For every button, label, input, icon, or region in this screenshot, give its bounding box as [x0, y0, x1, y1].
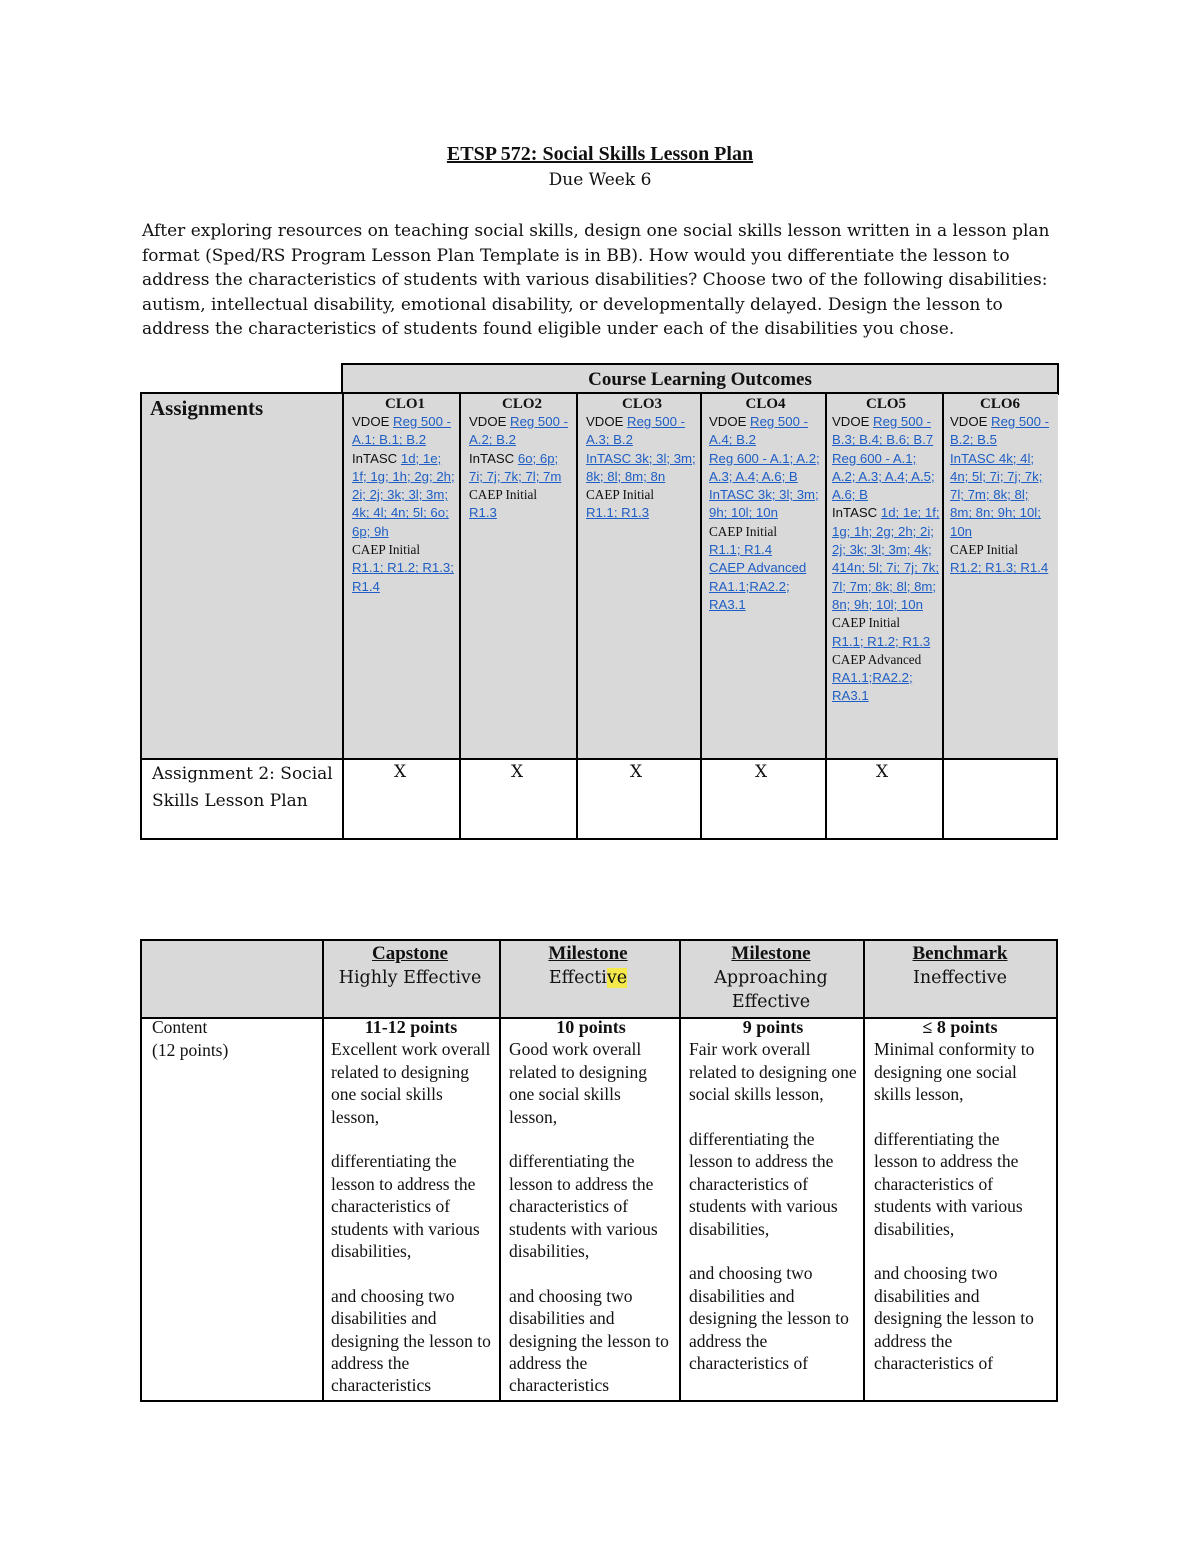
rubric-cell-capstone: 11-12 points Excellent work overall related to designing one social skills lesson, differentiating the lesson to address the characteristics of students with various disabilities, and choosing two disabilities and designing the lesson to address the characteristics — [331, 1017, 491, 1396]
assignments-label: Assignments — [150, 396, 264, 420]
clo5-caep-link[interactable]: R1.1; R1.2; R1.3 — [832, 633, 931, 649]
rubric-cell-effective: 10 points Good work overall related to designing one social skills lesson, differentiating the lesson to address the characteristics of students with various disabilities, and choosing two disabilities and designing the lesson to address the characteristics — [509, 1017, 669, 1396]
clo2-intasc-link[interactable]: 6o; 6p; 7i; 7j; 7k; 7l; 7m — [469, 450, 562, 484]
clo3-cell: CLO3 VDOE Reg 500 - A.3; B.2 InTASC 3k; 3l; 3m; 8k; 8l; 8m; 8n CAEP Initial R1.1; R1.3 — [586, 395, 698, 523]
clo4-mark: X — [754, 762, 768, 782]
rubric-cell-ineffective: ≤ 8 points Minimal conformity to designing one social skills lesson, differentiating the lesson to address the characteristics of students with various disabilities, and choosing two disabilities and designing the lesson to address the characteristics of — [874, 1017, 1035, 1374]
clo6-intasc-link[interactable]: InTASC 4k; 4l; 4n; 5l; 7i; 7j; 7k; 7l; 7m; 8k; 8l; 8m; 8n; 9h; 10l; 10n — [950, 450, 1043, 539]
clo4-ra-link[interactable]: RA1.1;RA2.2; RA3.1 — [709, 578, 790, 612]
rubric-header-milestone-effective: Milestone Effective — [548, 943, 628, 988]
course-learning-outcomes-header: Course Learning Outcomes — [341, 363, 1059, 395]
clo4-cell: CLO4 VDOE Reg 500 - A.4; B.2 Reg 600 - A.1; A.2; A.3; A.4; A.6; B InTASC 3k; 3l; 3m; 9h; 10l; 10n CAEP Initial R1.1; R1.4 CAEP Advanced RA1.1;RA2.2; RA3.1 — [709, 395, 822, 614]
clo2-mark: X — [510, 762, 524, 782]
clo1-cell: CLO1 VDOE Reg 500 - A.1; B.1; B.2 InTASC 1d; 1e; 1f; 1g; 1h; 2g; 2h; 2i; 2j; 3k; 3l; 3m; 4k; 4l; 4n; 5l; 6o; 6p; 9h CAEP Initial R1.1; R1.2; R1.3; R1.4 — [352, 395, 458, 596]
clo6-vdoe-link[interactable]: Reg 500 -B.2; B.5 — [950, 414, 1049, 448]
clo3-title: CLO3 — [621, 396, 662, 412]
clo2-caep-link[interactable]: R1.3 — [469, 505, 497, 521]
clo3-caep-link[interactable]: R1.1; R1.3 — [586, 505, 650, 521]
clo5-mark: X — [875, 762, 889, 782]
rubric-cell-approaching: 9 points Fair work overall related to designing one social skills lesson, differentiating the lesson to address the characteristics of students with various disabilities, and choosing two disabilities and designing the lesson to address the characteristics of — [689, 1017, 857, 1374]
clo4-intasc-link[interactable]: InTASC 3k; 3l; 3m; 9h; 10l; 10n — [709, 487, 819, 521]
clo2-cell: CLO2 VDOE Reg 500 - A.2; B.2 InTASC 6o; 6p; 7i; 7j; 7k; 7l; 7m CAEP Initial R1.3 — [469, 395, 575, 523]
clo4-title: CLO4 — [745, 396, 786, 412]
clo4-vdoe-link[interactable]: Reg 500 - A.4; B.2 — [709, 414, 808, 448]
clo5-ra-link[interactable]: RA1.1;RA2.2; RA3.1 — [832, 670, 913, 704]
clo1-title: CLO1 — [384, 396, 425, 412]
clo2-vdoe-link[interactable]: Reg 500 - A.2; B.2 — [469, 414, 568, 448]
clo3-vdoe-link[interactable]: Reg 500 - A.3; B.2 — [586, 414, 685, 448]
rubric-row-label: Content (12 points) — [152, 1017, 229, 1060]
assignments-header-cell — [142, 394, 342, 758]
clo1-vdoe-link[interactable]: Reg 500 - A.1; B.1; B.2 — [352, 414, 451, 448]
clo6-cell: CLO6 VDOE Reg 500 -B.2; B.5 InTASC 4k; 4l; 4n; 5l; 7i; 7j; 7k; 7l; 7m; 8k; 8l; 8m; 8n; 9h; 10l; 10n CAEP Initial R1.2; R1.3; R1.4 — [950, 396, 1049, 576]
clo6-title: CLO6 — [979, 396, 1020, 412]
clo1-intasc-link[interactable]: 1d; 1e; 1f; 1g; 1h; 2g; 2h; 2i; 2j; 3k; 3l; 3m; 4k; 4l; 4n; 5l; 6o; 6p; 9h — [352, 450, 455, 539]
clo5-reg600-link[interactable]: Reg 600 - A.1; A.2; A.3; A.4; A.5; A.6; B — [832, 450, 935, 503]
clo5-vdoe-link[interactable]: Reg 500 - B.3; B.4; B.6; B.7 — [832, 414, 934, 448]
clo5-title: CLO5 — [865, 396, 906, 412]
clo4-caep-advanced-link[interactable]: CAEP Advanced — [709, 560, 807, 576]
page-title: ETSP 572: Social Skills Lesson Plan — [446, 143, 754, 165]
clo5-cell: CLO5 VDOE Reg 500 - B.3; B.4; B.6; B.7 Reg 600 - A.1; A.2; A.3; A.4; A.5; A.6; B InTASC 1d; 1e; 1f; 1g; 1h; 2g; 2h; 2i; 2j; 3k; 3l; 3m; 4k; 414n; 5l; 7i; 7j; 7k; 7l; 7m; 8k; 8l; 8m; 8n; 9h; 10l; 10n CAEP Initial R1.1; R1.2; R1.3 CAEP Advanced RA1.1;RA2.2; RA3.1 — [832, 396, 940, 704]
highlighted-text: ve — [606, 968, 628, 988]
clo4-caep-link[interactable]: R1.1; R1.4 — [709, 542, 773, 558]
rubric-header-milestone-approaching: Milestone Approaching Effective — [714, 943, 828, 1012]
clo6-caep-link[interactable]: R1.2; R1.3; R1.4 — [950, 560, 1049, 576]
rubric-header-benchmark: Benchmark Ineffective — [912, 943, 1008, 988]
clo2-title: CLO2 — [501, 396, 542, 412]
due-date: Due Week 6 — [548, 170, 652, 190]
clo3-intasc-link[interactable]: InTASC 3k; 3l; 3m; 8k; 8l; 8m; 8n — [586, 450, 696, 484]
assignment-2-label: Assignment 2: Social Skills Lesson Plan — [152, 764, 333, 811]
clo3-mark: X — [629, 762, 643, 782]
clo5-intasc-link[interactable]: 1d; 1e; 1f; 1g; 1h; 2g; 2h; 2i; 2j; 3k; 3l; 3m; 4k; 414n; 5l; 7i; 7j; 7k; 7l; 7m; 8k; 8l; 8m; 8n; 9h; 10l; 10n — [832, 505, 940, 612]
clo4-reg600-link[interactable]: Reg 600 - A.1; A.2; A.3; A.4; A.6; B — [709, 450, 820, 484]
rubric-header-capstone: Capstone Highly Effective — [338, 943, 482, 988]
clo1-mark: X — [393, 762, 407, 782]
clo1-caep-link[interactable]: R1.1; R1.2; R1.3; R1.4 — [352, 560, 454, 594]
assignment-description: After exploring resources on teaching social skills, design one social skills lesson written in a lesson plan format (Sped/RS Program Lesson Plan Template is in BB). How would you differentiate the lesson to address the characteristics of students with various disabilities? Choose two of the following disabilities: autism, intellectual disability, emotional disability, or developmentally delayed. Design the lesson to address the characteristics of students found eligible under each of the disabilities you chose. — [142, 221, 1050, 340]
